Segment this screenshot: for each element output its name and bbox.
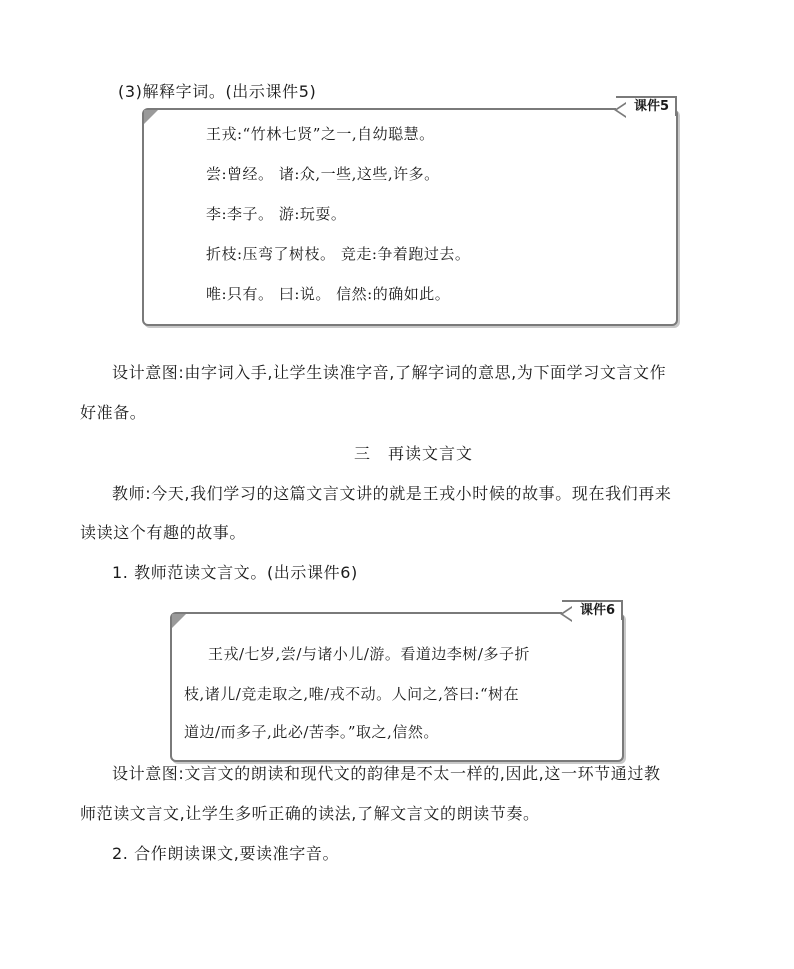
step3-heading: (3)解释字词。(出示课件5)	[118, 82, 317, 101]
courseware5-line: 王戎:“竹林七贤”之一,自幼聪慧。	[206, 125, 435, 143]
courseware5-line: 唯:只有。 曰:说。 信然:的确如此。	[206, 285, 451, 303]
corner-fold-mark	[144, 110, 158, 124]
design-intent-paragraph: 设计意图:文言文的朗读和现代文的韵律是不太一样的,因此,这一环节通过教	[112, 764, 661, 783]
design-intent-paragraph: 设计意图:由字词入手,让学生读准字音,了解字词的意思,为下面学习文言文作	[112, 363, 667, 382]
courseware5-line: 李:李子。 游:玩耍。	[206, 205, 347, 223]
courseware6-line: 枝,诸儿/竞走取之,唯/戎不动。人问之,答曰:“树在	[184, 685, 520, 703]
courseware5-line: 尝:曾经。 诸:众,一些,这些,许多。	[206, 165, 440, 183]
courseware6-line: 王戎/七岁,尝/与诸小儿/游。看道边李树/多子折	[208, 645, 530, 663]
step1-heading: 1. 教师范读文言文。(出示课件6)	[112, 563, 358, 582]
courseware6-tab: 课件6	[562, 600, 623, 620]
courseware5-tab: 课件5	[616, 96, 677, 116]
teacher-intro-paragraph: 教师:今天,我们学习的这篇文言文讲的就是王戎小时候的故事。现在我们再来	[112, 484, 672, 503]
corner-fold-mark	[172, 614, 186, 628]
teacher-intro-paragraph: 读读这个有趣的故事。	[80, 523, 247, 542]
section-title: 三 再读文言文	[354, 444, 474, 463]
courseware5-line: 折枝:压弯了树枝。 竞走:争着跑过去。	[206, 245, 471, 263]
design-intent-paragraph: 师范读文言文,让学生多听正确的读法,了解文言文的朗读节奏。	[80, 804, 540, 823]
design-intent-paragraph: 好准备。	[80, 403, 147, 422]
step2-heading: 2. 合作朗读课文,要读准字音。	[112, 844, 340, 863]
courseware6-line: 道边/而多子,此必/苦李。”取之,信然。	[184, 723, 439, 741]
